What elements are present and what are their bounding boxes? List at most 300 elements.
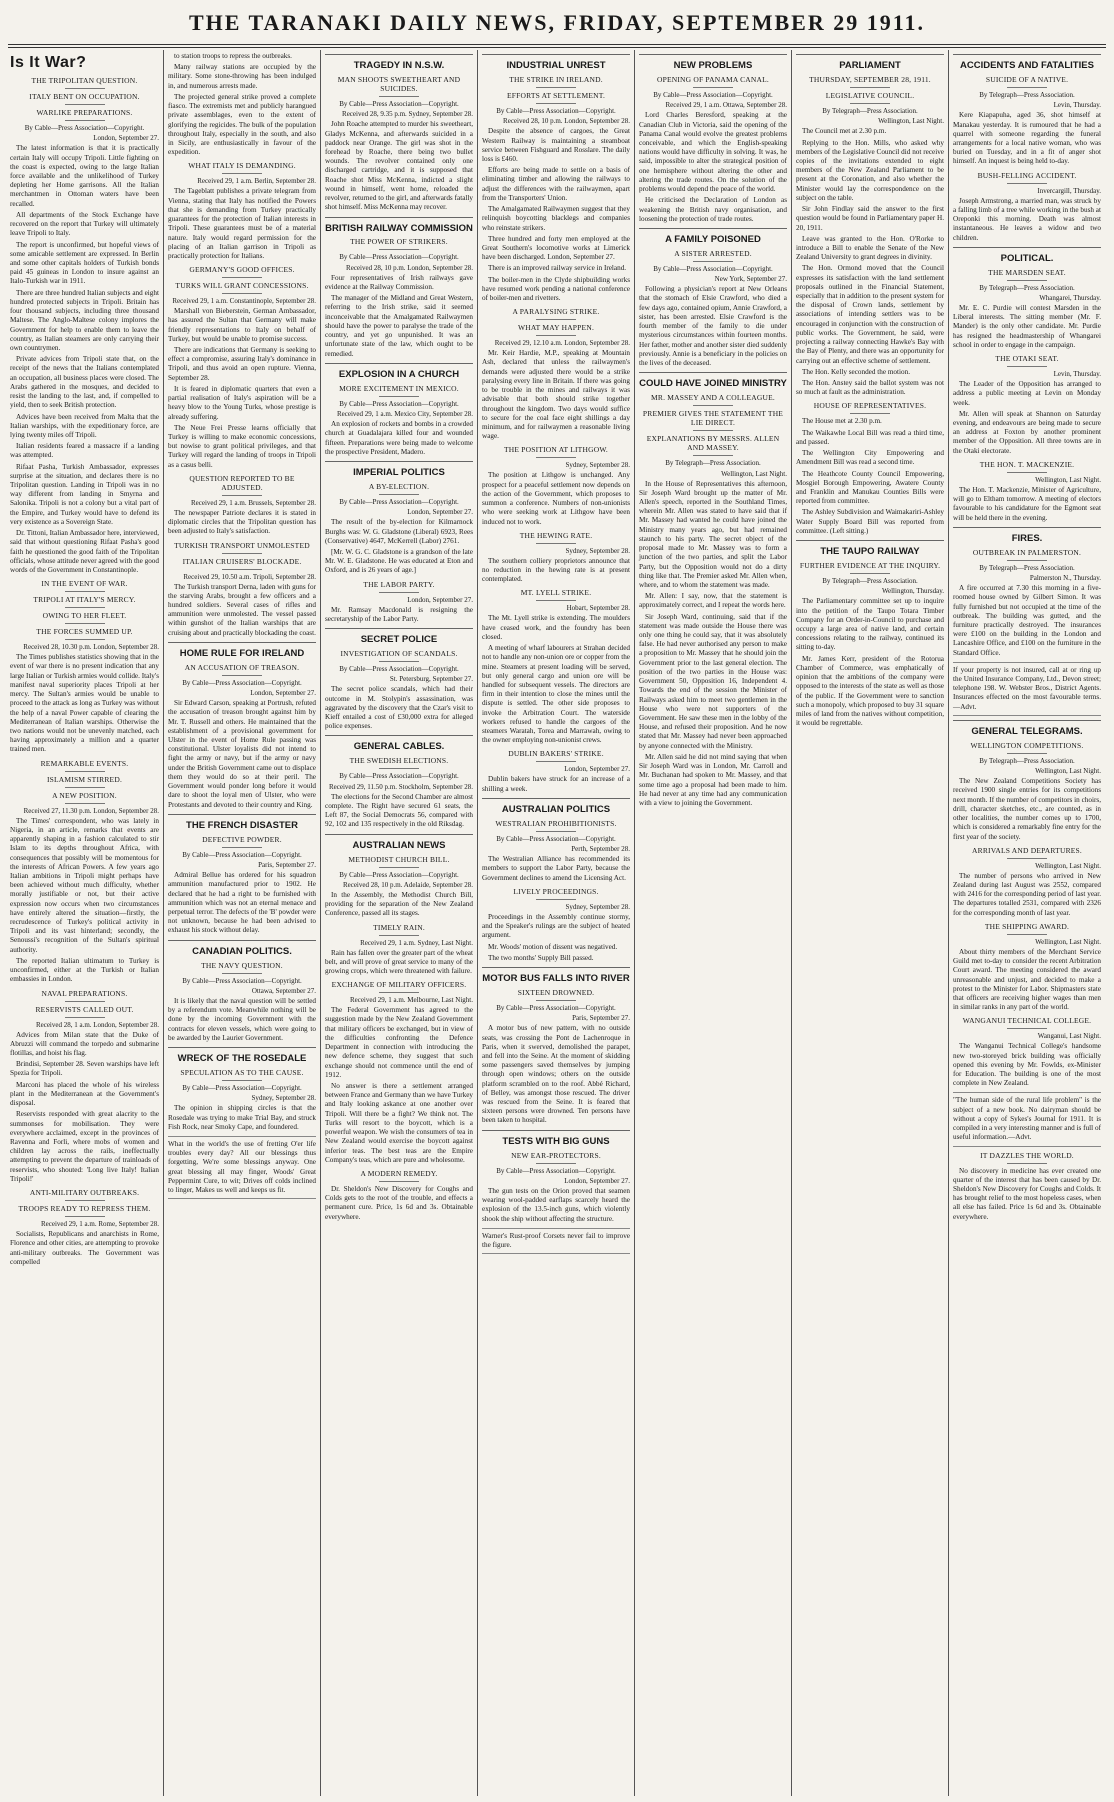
byline: By Telegraph—Press Association. [822,576,918,585]
byline: By Cable—Press Association—Copyright. [653,264,773,273]
article [953,527,1101,658]
sub-headline: METHODIST CHURCH BILL. [348,854,450,864]
sub-headline: WARLIKE PREPARATIONS. [36,108,133,117]
paragraph: Reservists responded with great alacrity to the summonses for mobilisation. They were everywhere acclaimed, except in the provinces of Ravenna and Forli, where mobs of women and children lay across the rails, ineffectually attempting to prevent the departure of trainloads of reservists, who shouted: 'Long live Italy! Italian Tripoli!' [10,1110,159,1183]
article [482,307,630,441]
paragraph: Mr. E. C. Purdie will contest Marsden in the Liberal interests. The sitting member (Mr. F. Mander) is the only other candidate. Mr. Purdie has resigned the headmastership of Whangarei school in order to engage in the campaign. [953,304,1101,349]
article-headline: ACCIDENTS AND FATALITIES [960,60,1094,71]
article-headline: HOME RULE FOR IRELAND [179,647,305,659]
advertisement: What in the world's the use of fretting O'er life troubles every day? All our blessings thus forgetting, We're some blessings anyway. One great blessing all may finger, Woods' Great Peppermint Cure, to wit; Drives off colds inclined to linger, Makes us well and keeps us fit. [168,1136,316,1199]
divider [953,247,1101,248]
paragraph: He criticised the Declaration of London as weakening the British navy organisation, and loosening the protection of trade routes. [639,196,787,223]
divider [168,940,316,941]
divider [168,1047,316,1048]
sub-headline: WANGANUI TECHNICAL COLLEGE. [962,1016,1092,1026]
sub-headline: SIXTEEN DROWNED. [517,987,595,997]
sub-headline: WHAT ITALY IS DEMANDING. [188,161,296,171]
article [325,735,473,829]
masthead-title: THE TARANAKI DAILY NEWS, FRIDAY, SEPTEMBER 29 1911. [188,10,926,35]
short-rule [65,104,105,105]
article-headline: THE FRENCH DISASTER [186,819,298,831]
short-rule [65,771,105,772]
article-headline: FIRES. [1011,532,1043,544]
sub-headline: TURKS WILL GRANT CONCESSIONS. [175,281,309,291]
article [325,461,473,576]
paragraph: Marconi has placed the whole of his wireless plant in the Mediterranean at the Government's disposal. [10,1080,159,1108]
divider [325,735,473,736]
paragraph: The reported Italian ultimatum to Turkey is unconfirmed, either at the Turkish or Italian embassies in London. [10,956,159,984]
byline: By Cable—Press Association—Copyright. [496,106,616,115]
article [953,720,1101,842]
paragraph: About thirty members of the Merchant Service Guild met to-day to consider the recent Arbitration Court award. The meeting considered the award unreasonable and unjust, and decided to make a protest to the Minister for Labor. Shipmasters state that officers are receiving higher wages than men in similar ranks in any part of the world. [953,947,1101,1012]
sub-headline: THE TRIPOLITAN QUESTION. [31,76,138,85]
paragraph: The Parliamentary committee set up to inquire into the petition of the Taupo Totara Timber Company for an Order-in-Council to purchase and occupy a large area of native land, and certain concessions relating to the railway, continued its sitting to-day. [796,597,944,652]
sub-headline: MORE EXCITEMENT IN MEXICO. [339,383,459,393]
short-rule [693,261,733,262]
short-rule [222,973,262,974]
dateline: Levin, Thursday. [1053,101,1101,110]
sub-headline: DEFECTIVE POWDER. [202,834,282,844]
sub-headline: THE HON. T. MACKENZIE. [979,459,1075,469]
sub-headline: LIVELY PROCEEDINGS. [513,886,599,896]
paragraph: In the House of Representatives this afternoon, Sir Joseph Ward brought up the matter of Mr. Allen's speech, reported in the Southland Times, wherein Mr. Allen was stated to have said that if Mr. Massey had wanted he could have joined the Ministry many years ago, but had remained staunch to his party. The secret object of the proposal made to Mr. Massey was to form a junction of the two parties, and split the Labor Party, but the Opposition would not do a dirty thing like that. The Premier asked Mr. Allen when, where, and to whom the statement was made. [639,479,787,589]
sub-headline: LEGISLATIVE COUNCIL. [825,90,915,100]
paragraph: Advices from Milan state that the Duke of Abruzzi will command the torpedo and submarine flotillas, and hoist his flag. [10,1030,159,1058]
sub-headline: OPENING OF PANAMA CANAL. [656,74,770,84]
paragraph: The Turkish transport Derna, laden with guns for the starving Arabs, brought a few officers and a hundred soldiers. Several cases of rifles and ammunition were unmolested. The vessel passed within gunshot of the Italian warships that are cruising about and practically blockading the coast. [168,582,316,637]
paragraph: The result of the by-election for Kilmarnock Burghs was: W. G. Gladstone (Liberal) 6923, Rees (Conservative) 4647, McKerrell (Labor) 2761. [325,518,473,545]
sub-headline: ARRIVALS AND DEPARTURES. [972,845,1082,855]
article [168,940,316,1043]
short-rule [536,543,576,544]
paragraph: The two months' Supply Bill passed. [488,953,594,962]
masthead-rule [8,44,1106,45]
article [482,749,630,793]
paragraph: The Wanganui Technical College's handsome new two-storeyed brick building was officially opened this evening by Mr. Fowlds, ex-Minister for Education. The building is one of the most complete in New Zealand. [953,1042,1101,1088]
paragraph: Following a physician's report at New Orleans that the stomach of Elsie Crawford, who died a few days ago, contained opium, Annie Crawford, a sister, has been arrested. Elsie Crawford is the fourth member of the family to die under mysterious circumstances within fourteen months. Her father, mother and another sister died suddenly previously. Annie is a beneficiary in the policies on the lives of the deceased. [639,285,787,367]
short-rule [379,592,419,593]
short-rule [693,455,733,456]
column-3 [320,50,477,1796]
paragraph: There are indications that Germany is seeking to effect a compromise, assuring Italy's dominance in Tripoli, and thus avoid an open rupture. Vienna, September 28. [168,346,316,382]
sub-headline: THE POSITION AT LITHGOW. [504,445,608,455]
sub-headline: TRIPOLI AT ITALY'S MERCY. [33,595,136,605]
short-rule [850,573,890,574]
article [482,967,630,1126]
byline: By Cable—Press Association—Copyright. [339,870,459,879]
paragraph: A fire occurred at 7.30 this morning in a five-roomed house owned by Gilbert Simon. It was fully furnished but not occupied at the time of the outbreak. The building was gutted, and the furniture practically destroyed. The insurances were £100 on the building in the London and Lancashire Office, and £100 on the furniture in the Standard Office. [953,584,1101,657]
sub-headline: GERMANY'S GOOD OFFICES. [189,265,295,275]
article [10,579,159,754]
paragraph: The Heathcote County Council Empowering, Mosgiel Borough Empowering, Awatere County and Franklin and Manukau Counties Bills were reported from committee. [796,469,944,506]
sub-headline: MAN SHOOTS SWEETHEART AND SUICIDES. [337,74,461,93]
article [482,798,630,883]
advertisement: If your property is not insured, call at or ring up the United Insurance Company, Ltd., Devon street; telephone 198. W. Webster Bros., District Agents. Insurances effected on the most favourable terms.—Advt. [953,662,1101,716]
short-rule [1007,1028,1047,1029]
sub-headline: OUTBREAK IN PALMERSTON. [972,547,1082,557]
article [168,642,316,810]
dateline: London, September 27. [564,1177,630,1185]
short-rule [536,761,576,762]
paragraph: The Wellington City Empowering and Amendment Bill was read a second time. [796,449,944,467]
byline: By Cable—Press Association—Copyright. [182,976,302,985]
byline: By Telegraph—Press Association. [665,459,761,468]
short-rule [379,396,419,397]
byline: By Telegraph—Press Association. [979,563,1075,572]
article [168,52,316,157]
short-rule [536,600,576,601]
article-headline: THE TAUPO RAILWAY [820,546,920,558]
short-rule [536,457,576,458]
paragraph: The Leader of the Opposition has arranged to address a public meeting at Levin on Monday week. [953,380,1101,407]
article-headline: IMPERIAL POLITICS [353,466,445,478]
masthead [0,0,1114,46]
sub-headline: RESERVISTS CALLED OUT. [35,1004,134,1014]
column-6 [791,50,948,1796]
dateline: London, September 27. [407,508,473,517]
column-2 [163,50,320,1796]
sub-headline: ITALY BENT ON OCCUPATION. [29,92,140,101]
article [953,1016,1101,1088]
sub-headline: A BY-ELECTION. [368,481,430,491]
article-headline: PARLIAMENT [839,60,901,71]
dateline: Invercargill, Thursday. [1037,186,1101,195]
sub-headline: DUBLIN BAKERS' STRIKE. [508,749,604,759]
dateline: Hobart, September 28. [566,604,630,613]
paragraph: The Mt. Lyell strike is extending. The moulders have ceased work, and the foundry has been closed. [482,614,630,641]
article [10,54,159,575]
short-rule [65,803,105,804]
short-rule [1007,560,1047,561]
sub-headline: ITALIAN CRUISERS' BLOCKADE. [182,556,302,566]
paragraph: Italian residents feared a massacre if a landing was attempted. [10,442,159,460]
dateline: Wellington, Last Night. [1035,937,1101,946]
divider [639,54,787,55]
paragraph: The New Zealand Competitions Society has received 1900 single entries for its competitions next month. If the number of competitors in choirs, drill, character sketches, etc., are counted, as in other localities, the number comes up to 1700, which is considered a remarkably fine entry for the first year of the society. [953,777,1101,841]
dateline: Received 28, 10 p.m. Adelaide, September 28. [342,880,473,889]
paragraph: The southern colliery proprietors announce that no reduction in the hewing rate is at present contemplated. [482,556,630,584]
dateline: Received 28, 10 p.m. London, September 28. [503,117,630,126]
dateline: London, September 27. [407,595,473,604]
article [325,834,473,919]
short-rule [65,607,105,608]
dateline: Paris, September 27. [258,861,316,870]
article [953,54,1101,167]
article [168,161,316,261]
short-rule [222,277,262,278]
short-rule [222,293,262,294]
short-rule [65,88,105,89]
article [796,401,944,536]
divider [325,54,473,55]
paragraph: Dr. Sheldon's New Discovery for Coughs and Colds gets to the root of the trouble, and effects a permanent cure. Price, 1s 6d and 3s. Obtainable everywhere. [325,1184,473,1221]
short-rule [222,173,262,174]
paragraph: The elections for the Second Chamber are almost complete. The Right have secured 61 seats, the Left 87, the Social Democrats 56, compared with 92, 102 and 135 respectively in the old Riksdag. [325,792,473,829]
short-rule [693,87,733,88]
paragraph: The Waikawhe Local Bill was read a third time, and passed. [796,428,944,446]
article [168,265,316,470]
short-rule [536,87,576,88]
short-rule [222,553,262,554]
dateline: Received 29, 1 a.m. Brussels, September 28. [190,498,316,507]
sub-headline: SUICIDE OF A NATIVE. [985,74,1069,84]
dateline: Received 29, 12.10 a.m. London, September 28. [494,339,630,348]
short-rule [536,899,576,900]
sub-headline: WELLINGTON COMPETITIONS. [970,740,1084,750]
sub-headline: THE MARSDEN SEAT. [988,267,1066,277]
dateline: Wellington, Thursday. [881,587,944,596]
sub-headline: A PARALYSING STRIKE. [512,307,600,317]
dateline: Paris, September 27. [572,1014,630,1023]
article [953,1151,1101,1222]
paragraph: The number of persons who arrived in New Zealand during last August was 2552, compared with 2416 for the corresponding period of last year. The departures totalled 2531, compared with 2326 for the corresponding month of last year. [953,871,1101,917]
short-rule [693,405,733,406]
paragraph: to station troops to repress the outbreaks. [174,52,292,60]
short-rule [379,992,419,993]
short-rule [65,120,105,121]
short-rule [536,319,576,320]
paragraph: Proceedings in the Assembly continue stormy, and the Speaker's rulings are the subject of heated argument. [482,912,630,940]
short-rule [536,1163,576,1164]
byline: By Telegraph—Press Association. [822,106,918,115]
article [325,363,473,457]
sub-headline: EFFORTS AT SETTLEMENT. [506,90,606,100]
paragraph: Sir John Findlay said the answer to the first question would be found in Parliamentary paper H. 20, 1911. [796,205,944,232]
paragraph: An explosion of rockets and bombs in a crowded church at Guadalajara killed four and wounded fifteen. Preparations were being made to welcome the prospective President, Madero. [325,420,473,456]
sub-headline: IN THE EVENT OF WAR. [41,579,128,589]
paragraph: Many railway stations are occupied by the military. Some stone-throwing has been indulged in, and numerous arrests made. [168,63,316,90]
article-headline: COULD HAVE JOINED MINISTRY [639,378,787,390]
paragraph: Mr. Allen said he did not mind saying that when Sir Joseph Ward was in London, Mr. Carroll and Mr. Buchanan had spoken to Mr. Massey, and that some time ago a proposal had been made to him. He had never at any time had any communication with a view to joining the Government. [639,752,787,807]
dateline: Sydney, September 28. [251,1094,316,1103]
paragraph: The latest information is that it is practically certain Italy will occupy Tripoli. Little fighting on the coast is expected, owing to the large Italian force available and the unlikelihood of Turkey depleting her Home garrisons. All the Italian merchantmen in Ottoman waters have been recalled. [10,144,159,208]
short-rule [65,591,105,592]
paragraph: The newspaper Patriote declares it is stated in diplomatic circles that the Tripolitan question has been adjusted to Italy's satisfaction. [168,508,316,536]
byline: By Telegraph—Press Association. [979,283,1075,292]
sub-headline: WESTRALIAN PROHIBITIONISTS. [495,818,617,828]
divider [168,642,316,643]
paragraph: It is likely that the naval question will be settled by a referendum vote. Meanwhile nothing will be done by the incoming Government with the contracts for eleven vessels, which were going to be awarded by the Laurier Government. [168,996,316,1042]
article [325,1169,473,1222]
article [168,1047,316,1132]
paragraph: There is an improved railway service in Ireland. [488,264,627,273]
paragraph: In the Assembly, the Methodist Church Bill, providing for the separation of the New Zealand Conference, passed all its stages. [325,890,473,918]
sub-headline: ISLAMISM STIRRED. [46,774,123,784]
short-rule [222,569,262,570]
advertisement: Warner's Rust-proof Corsets never fail to improve the figure. [482,1228,630,1254]
sub-headline: TROOPS READY TO REPRESS THEM. [18,1204,151,1214]
column-7 [948,50,1105,1796]
sub-headline: THE OTAKI SEAT. [995,354,1059,364]
article [10,759,159,985]
article-headline: MOTOR BUS FALLS INTO RIVER [482,972,630,984]
paragraph: The Hon. Ormond moved that the Council expresses its satisfaction with the land settlement proposals outlined in the Financial Statement, especially that in addition to the present system for the disposal of Crown lands, settlement by associations of intending settlers was to be encouraged in conjunction with the construction of public works. The Government, he said, were projecting a railway connecting Hawke's Bay with the Bay of Plenty, and there was an opportunity for carrying out an effective scheme of settlement. [796,264,944,365]
divider [325,363,473,364]
article [10,1188,159,1267]
article-headline: POLITICAL. [1000,252,1054,264]
short-rule [1007,934,1047,935]
paragraph: The Hon. Kelly seconded the motion. [802,367,910,376]
article [953,846,1101,918]
article [168,1136,316,1199]
short-rule [222,495,262,496]
sub-headline: THE POWER OF STRIKERS. [350,237,448,247]
dateline: Wellington, Last Night. [1035,861,1101,870]
paragraph: Private advices from Tripoli state that, on the receipt of the news that the Italians contemplated an occupation, all business places were closed. The Arabs gathered in the mosques, and decided to resist the landing to the last, and, if compelled to yield, then to seek British protection. [10,355,159,410]
paragraph: There are three hundred Italian subjects and eight hundred protected subjects in Tripoli. Britain has four thousand subjects, including three thousand Maltese. The Anglo-Maltese colony implores the Government for help to enable them to leave the country, as Italian steamers are only carrying their own countrymen. [10,288,159,352]
article [639,372,787,808]
paragraph: The Times publishes statistics showing that in the event of war there is no present indication that any large Italian or Turkish armies would collide. Italy's manifest naval superiority places Tripoli at her mercy. The Sultan's armies would be unable to proceed to the attack as long as Turkey was without the help of a naval Power capable of clearing the Mediterranean of Italian warships. Otherwise the two nations would not be unevenly matched, each having approximately a million and a quarter trained men. [10,653,159,754]
article-headline: TRAGEDY IN N.S.W. [353,60,445,71]
sub-headline: OWING TO HER FLEET. [42,611,127,621]
paragraph: The Neue Frei Presse learns officially that Turkey is willing to make economic concessions, but nowise to grant political privileges, and that Turkey will regard the landing of troops in Tripoli as a casus belli. [168,423,316,469]
divider [325,461,473,462]
article-headline: TESTS WITH BIG GUNS [502,1135,610,1147]
short-rule [222,1080,262,1081]
dateline: Perth, September 28. [571,845,630,854]
paragraph: The Hon. T. Mackenzie, Minister of Agriculture, will go to Eltham tomorrow. A meeting of electors favourable to his candidature for the Egmont seat will be held there in the evening. [953,485,1101,522]
divider [325,834,473,835]
paragraph: Sir Edward Carson, speaking at Portrush, refuted the accusation of treason brought against him by Mr. T. Russell and others. He maintained that the establishment of a provisional government for Ulster in the event of Home Rule passing was constitutional. Ulster loyalists did not intend to fight the army or navy, but if the army or navy under the British Government came out to displace them they would do so at their peril. The Government would ponder long before it would dare to shoot the loyal men of Ulster, who were Protestants and devoted to their country and King. [168,699,316,809]
paragraph: The House met at 2.30 p.m. [802,417,882,426]
paragraph: Mr. Allen will speak at Shannon on Saturday evening, and endeavours are being made to secure an address at Foxton by another prominent member of the Opposition. All three towns are in the Otaki electorate. [953,409,1101,455]
sub-headline: THE NAVY QUESTION. [201,960,283,970]
column-4 [477,50,634,1796]
article-headline: WRECK OF THE ROSEDALE [177,1053,307,1065]
dateline: Wellington, Last Night. [1035,475,1101,484]
dateline: Wellington, Last Night. [1035,767,1101,776]
short-rule [379,96,419,97]
paragraph: Mr. Ramsay Macdonald is resigning the secretaryship of the Labor Party. [325,605,473,623]
paragraph: Admiral Bellue has ordered for his squadron ammunition manufactured prior to 1902. He declared that he had a right to be furnished with ammunition which was not an eternal menace and perpetual terror. The defects of the 'B' powder were not unknown, because he had been advised to exhaust his stock without delay. [168,871,316,935]
sub-headline: A NEW POSITION. [52,790,117,800]
article-headline: NEW PROBLEMS [673,60,753,71]
article [953,922,1101,1013]
sub-headline: EXPLANATIONS BY MESSRS. ALLEN AND MASSEY. [646,434,780,453]
dateline: Sydney, September 28. [565,461,630,470]
paragraph: Three hundred and forty men employed at the Great Southern's locomotive works at Limerick have been discharged. London, September 27. [482,234,630,262]
sub-headline: MR. MASSEY AND A COLLEAGUE. [651,393,775,403]
sub-headline: QUESTION REPORTED TO BE ADJUSTED. [189,473,295,492]
article [639,228,787,368]
sub-headline: INVESTIGATION OF SCANDALS. [340,648,458,658]
short-rule [1007,753,1047,754]
byline: By Telegraph—Press Association. [979,756,1075,765]
dateline: Received 29, 1 a.m. Constantinople, September 28. [172,297,316,306]
short-rule [1007,366,1047,367]
dateline: Received 27, 11.30 p.m. London, September 28. [23,806,159,815]
article-headline: AUSTRALIAN POLITICS [501,803,611,815]
article [482,531,630,585]
byline: By Cable—Press Association—Copyright. [339,772,459,781]
article [796,54,944,397]
article-headline: INDUSTRIAL UNREST [506,60,606,71]
paragraph: The manager of the Midland and Great Western, referring to the Irish strike, said it seemed inconceivable that the Amalgamated Railwaymen should have the power to paralyse the trade of the country, and yet go unpunished. It was an unfortunate state of the law, which ought to be remedied. [325,294,473,358]
byline: By Telegraph—Press Association. [979,90,1075,99]
byline: By Cable—Press Association—Copyright. [339,399,459,408]
short-rule [379,867,419,868]
divider [796,540,944,541]
dateline: London, September 27. [93,134,159,143]
short-rule [379,249,419,250]
byline: By Cable—Press Association—Copyright. [496,1003,616,1012]
short-rule [222,847,262,848]
paragraph: A meeting of wharf labourers at Strahan decided not to handle any non-union ore or copper from the mine. Steamers at present loading will be served, but only general cargo and union ore will be handled for subsequent vessels. The directors are firm in their intention to close the mines until the dispute is settled. The other side proposes to invoke the Arbitration Court. The waterside workers refused to handle the cargoes of the steamers Waratah, Torea and Marrawah, owing to the owner employing non-unionist crews. [482,644,630,745]
sub-headline: NAVAL PREPARATIONS. [41,988,128,998]
paragraph: A motor bus of new pattern, with no outside seats, was crossing the Pont de Lachenroque in Paris, when it swerved, demolished the parapet, and fell into the Seine. At the moment of skidding some passengers saved themselves by jumping through open windows; others on the outside platform scrambled on to the roof. Abbé Richard, of Belley, was amongst those rescued. The driver was rescued from the Seine. It is feared that sixteen persons were drowned. Ten persons have been taken to hospital. [482,1024,630,1125]
paragraph: The Tageblatt publishes a private telegram from Vienna, stating that Italy has notified the Powers that she is demanding from Turkey practically guarantees for the protection of Italian interests in Tripoli. These guarantees must be of a material nature. Italy would regard permission for the placing of an Italian garrison in Tripoli as practically protection for Italians. [168,187,316,260]
paragraph: Rain has fallen over the greater part of the wheat belt, and will prove of great service to many of the growing crops, which were threatened with failure. [325,948,473,976]
byline: By Cable—Press Association—Copyright. [339,99,459,108]
divider [482,967,630,968]
paragraph: The Times' correspondent, who was lately in Nigeria, in an article, remarks that events are apparently shaping in a fashion calculated to stir Islam to its depths throughout Africa, with consequences that possibly will be momentous for the interests of African Powers. A few years ago Italian ambitions in Tripoli might perhaps have been achieved without much difficulty, whether morally justifiable or not, but their active expression now occurs when two circumstances have entirely altered the situation—firstly, the recrudescence of Turkey's political activity in Tripoli and its vast hinterland; secondly, the Senoussi's recognition of the Sultan's spiritual authority. [10,816,159,954]
short-rule [850,87,890,88]
divider [639,228,787,229]
divider [796,54,944,55]
article-headline: EXPLOSION IN A CHURCH [338,368,460,380]
short-rule [379,661,419,662]
dateline: Whangarei, Thursday. [1039,294,1101,303]
sub-headline: THE LABOR PARTY. [363,579,435,589]
sub-headline: BUSH-FELLING ACCIDENT. [977,170,1077,180]
paragraph: Mr. James Kerr, president of the Rotorua Chamber of Commerce, was emphatically of opinion that the ambitions of the company were opposed to the interests of the state as well as those of the public. If the Government were to sanction such a monopoly, which proposed to buy 31 square miles of land from the natives without competition, it would be regrettable. [796,654,944,728]
article [325,54,473,213]
article [168,474,316,537]
article [953,1092,1101,1146]
article [796,540,944,728]
paragraph: Despite the absence of cargoes, the Great Western Railway is maintaining a steamboat service between Fishguard and Rosslare. The daily loss is £460. [482,127,630,163]
article [639,54,787,224]
divider [325,217,473,218]
sub-headline: THE SWEDISH ELECTIONS. [349,756,449,766]
short-rule [693,430,733,431]
paragraph: The Amalgamated Railwaymen suggest that they relinquish boycotting blacklegs and companies who reinstate strikers. [482,205,630,232]
dateline: Received 29, 1 a.m. Sydney, Last Night. [360,938,473,947]
paragraph: The report is unconfirmed, but hopeful views of some amicable settlement are expressed. In Berlin and some other capitals holders of Turkish bonds paid 45 guineas in London to insure against an Italo-Turkish war in 1911. [10,240,159,286]
short-rule [65,787,105,788]
paragraph: Sir Joseph Ward, continuing, said that if the statement was made outside the House there was only one thing he could say, that it was absolutely false. He had never authorised any person to make a proposition to Mr. Massey that he should join the Government prior to the last general election. The position of the two parties in the House was: Government 50, Opposition 16, Independent 4. Towards the end of the session the Minister of Railways asked him to meet two gentlemen in the House who were not supporters of the Government. He saw these men in the lobby of the House, and refused their proposition. And he now stated that Mr. Massey had never been approached by anyone connected with the Ministry. [639,612,787,750]
short-rule [379,935,419,936]
sub-headline: THE FORCES SUMMED UP. [36,627,133,637]
sub-headline: THE SHIPPING AWARD. [984,921,1070,931]
sub-headline: HOUSE OF REPRESENTATIVES. [813,401,927,411]
dateline: Received 29, 10.50 a.m. Tripoli, September 28. [183,572,316,581]
byline: By Cable—Press Association—Copyright. [496,834,616,843]
short-rule [379,1181,419,1182]
article [482,1130,630,1224]
dateline: Wellington, Last Night. [721,469,787,478]
sub-headline: REMARKABLE EVENTS. [40,758,129,768]
byline: By Cable—Press Association—Copyright. [496,1166,616,1175]
article [482,445,630,526]
dateline: Wanganui, Last Night. [1037,1032,1101,1041]
sub-headline: NEW EAR-PROTECTORS. [511,1150,601,1160]
sub-headline: TURKISH TRANSPORT UNMOLESTED [174,540,310,550]
dateline: Received 29, 1 a.m. Berlin, September 28. [197,177,316,186]
paragraph: No answer is there a settlement arranged between France and Germany than we have Turkey and Italy looking askance at one another over Tripoli. Will there be a fight? We think not. The Turks will resort to the boycott, which is a powerful weapon. We wish the consumers of tea in New Zealand would exercise the boycott against inferior teas. The best teas are the Empire Company's teas, which are pure and wholesome. [325,1082,473,1164]
dateline: Received 28, 1 a.m. London, September 28. [35,1020,159,1029]
dateline: Received 28, 10 p.m. London, September 28. [346,263,473,272]
article [10,989,159,1185]
dateline: Received 28, 9.35 p.m. Sydney, September 28. [342,110,473,119]
advertisement: "The human side of the rural life problem" is the subject of a new book. No dairyman should be without a copy of Sykes's Journal for 1911. It is compiled in a very interesting manner and is full of useful information.—Advt. [953,1092,1101,1146]
sub-headline: THE STRIKE IN IRELAND. [509,74,603,84]
article [325,217,473,359]
paragraph: Leave was granted to the Hon. O'Rorke to introduce a Bill to enable the Senate of the New Zealand University to grant degrees in divinity. [796,234,944,262]
paragraph: The Hon. Anstey said the ballot system was not so much at fault as the administration. [796,379,944,397]
short-rule [65,639,105,640]
dateline: Received 29, 1 a.m. Mexico City, September 28. [336,410,473,419]
